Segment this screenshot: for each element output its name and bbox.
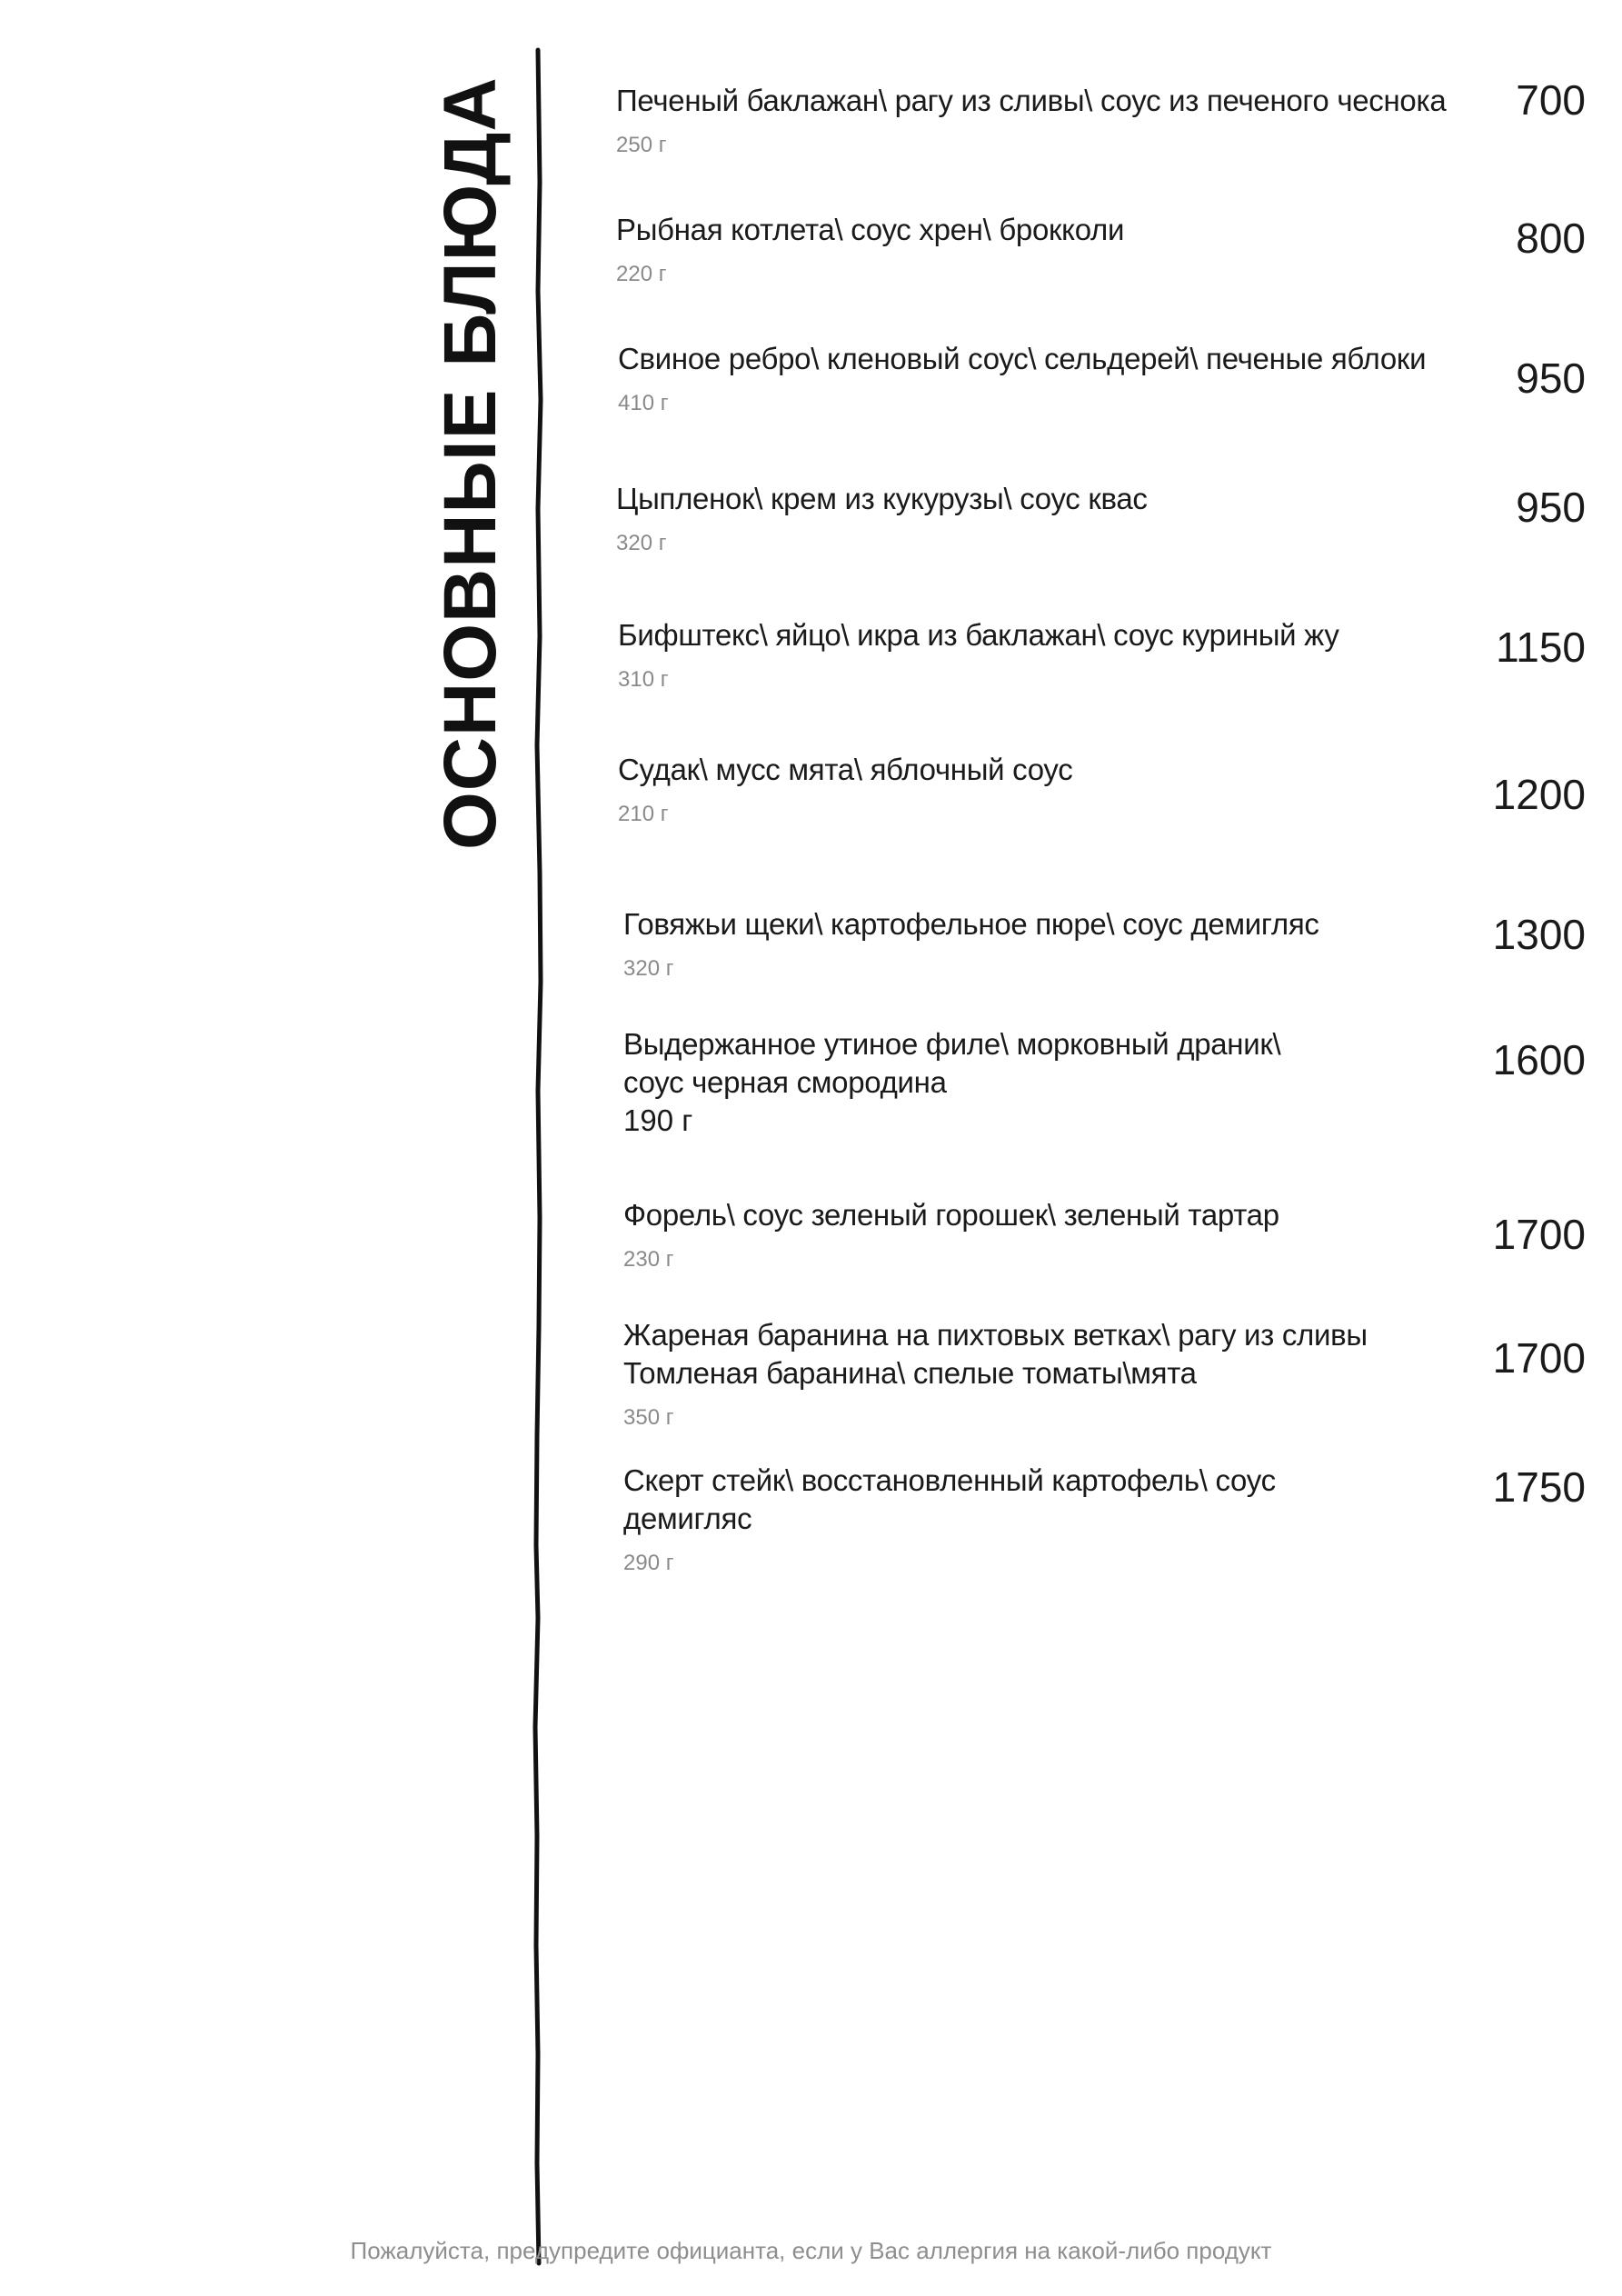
item-name: Рыбная котлета\ соус хрен\ брокколи [616,213,1125,246]
item-name: Жареная баранина на пихтовых ветках\ рагу из сливы [623,1318,1368,1352]
item-name: Судак\ мусс мята\ яблочный соус [618,753,1073,786]
item-weight: 350 г [623,1405,674,1430]
item-name-line2: Томленая баранина\ спелые томаты\мята [623,1356,1197,1390]
item-weight: 190 г [623,1103,693,1137]
item-price: 700 [1516,76,1586,124]
item-price: 800 [1516,215,1586,262]
item-price: 950 [1516,354,1586,402]
item-price: 1300 [1492,911,1586,958]
item-name-line2: соус черная смородина [623,1065,947,1099]
item-price: 1700 [1492,1211,1586,1258]
item-name: Бифштекс\ яйцо\ икра из баклажан\ соус куриный жу [618,618,1339,652]
item-name: Форель\ соус зеленый горошек\ зеленый тартар [623,1198,1279,1232]
item-name: Скерт стейк\ восстановленный картофель\ соус [623,1463,1276,1497]
item-name: Свиное ребро\ кленовый соус\ сельдерей\ печеные яблоки [618,342,1427,375]
item-weight: 210 г [618,802,669,826]
item-weight: 320 г [616,531,667,555]
item-price: 1150 [1496,624,1586,671]
section-title: ОСНОВНЫЕ БЛЮДА [429,76,512,850]
item-price: 1750 [1492,1463,1586,1511]
item-name: Говяжьи щеки\ картофельное пюре\ соус демигляс [623,907,1319,941]
item-price: 1700 [1492,1334,1586,1382]
allergy-note: Пожалуйста, предупредите официанта, если у Вас аллергия на какой-либо продукт [350,2237,1272,2264]
item-weight: 290 г [623,1551,674,1575]
item-weight: 230 г [623,1247,674,1272]
item-weight: 250 г [616,133,667,157]
item-name: Цыпленок\ крем из кукурузы\ соус квас [616,482,1148,515]
item-name: Выдержанное утиное филе\ морковный драник\ [623,1027,1281,1061]
item-weight: 310 г [618,667,669,692]
item-price: 1200 [1492,771,1586,818]
item-name: Печеный баклажан\ рагу из сливы\ соус из печеного чеснока [616,84,1447,117]
item-weight: 410 г [618,391,669,415]
item-weight: 320 г [623,956,674,981]
item-price: 1600 [1492,1036,1586,1083]
item-weight: 220 г [616,262,667,286]
item-name-line2: демигляс [623,1502,752,1535]
item-price: 950 [1516,484,1586,531]
